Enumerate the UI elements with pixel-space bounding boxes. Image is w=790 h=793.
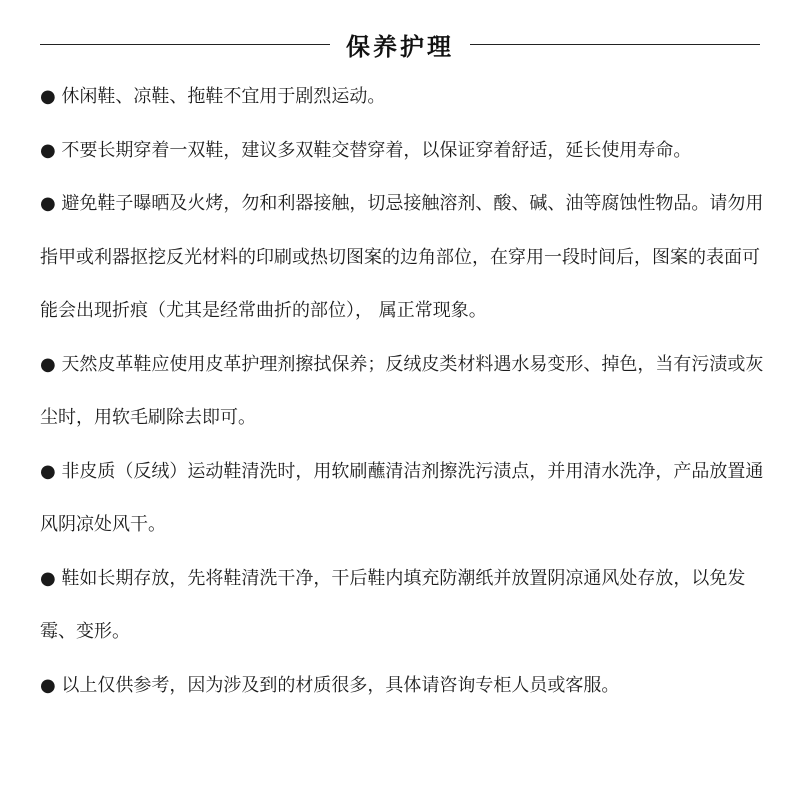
section-header: [40, 24, 760, 64]
care-item: ● 休闲鞋、凉鞋、拖鞋不宜用于剧烈运动。: [40, 86, 386, 107]
care-item: ● 鞋如长期存放，先将鞋清洗干净，干后鞋内填充防潮纸并放置阴凉通风处存放，以免发霉、变形。: [40, 567, 746, 642]
header-rule-left: [40, 44, 330, 45]
care-item: ● 非皮质（反绒）运动鞋清洗时，用软刷蘸清洁剂擦洗污渍点，并用清水洗净，产品放置通风阴凉处风干。: [40, 460, 764, 535]
care-item: ● 天然皮革鞋应使用皮革护理剂擦拭保养；反绒皮类材料遇水易变形、掉色，当有污渍或灰尘时，用软毛刷除去即可。: [40, 353, 764, 428]
header-rule-right: [470, 44, 760, 45]
care-item: ● 以上仅供参考，因为涉及到的材质很多，具体请咨询专柜人员或客服。: [40, 674, 620, 696]
care-instructions-list: [40, 70, 765, 712]
care-item: ● 不要长期穿着一双鞋，建议多双鞋交替穿着，以保证穿着舒适，延长使用寿命。: [40, 139, 692, 161]
care-item: ● 避免鞋子曝晒及火烤，勿和利器接触，切忌接触溶剂、酸、碱、油等腐蚀性物品。请勿用指甲或利器抠挖反光材料的印刷或热切图案的边角部位，在穿用一段时间后，图案的表面可能会出现折痕（尤其是经常曲折的部位）， 属正常现象。: [40, 193, 764, 321]
page-title: 保养护理: [346, 32, 454, 61]
